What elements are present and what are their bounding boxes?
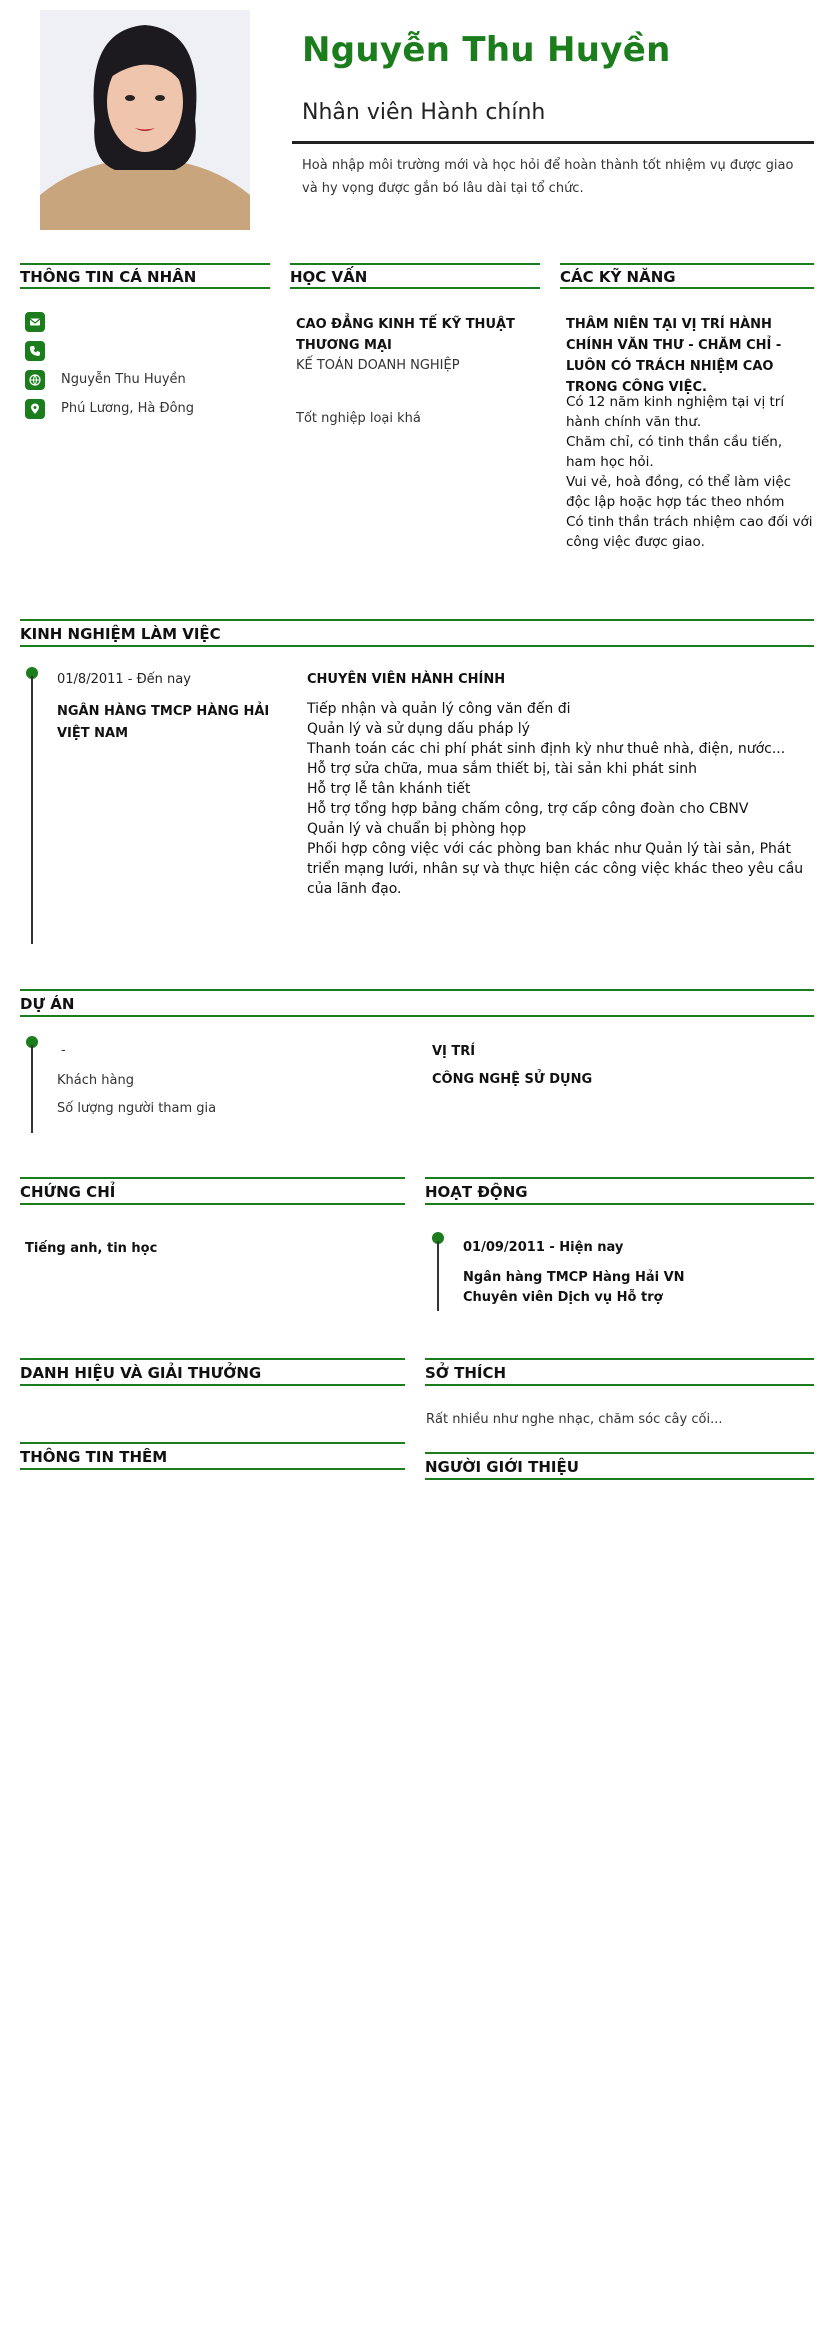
section-title: NGƯỜI GIỚI THIỆU xyxy=(425,1458,579,1476)
hobbies-text: Rất nhiều như nghe nhạc, chăm sóc cây cối... xyxy=(426,1412,723,1427)
section-title: DANH HIỆU VÀ GIẢI THƯỞNG xyxy=(20,1364,262,1382)
job-title: Nhân viên Hành chính xyxy=(302,100,546,125)
skills-heading: THÂM NIÊN TẠI VỊ TRÍ HÀNH CHÍNH VĂN THƯ - CHĂM CHỈ - LUÔN CÓ TRÁCH NHIỆM CAO TRONG CÔNG VIỆC. xyxy=(566,317,782,395)
experience-task: Hỗ trợ tổng hợp bảng chấm công, trợ cấp công đoàn cho CBNV xyxy=(307,801,749,817)
experience-task: Quản lý và sử dụng dấu pháp lý xyxy=(307,721,530,737)
project-date: - xyxy=(61,1043,66,1058)
section-education xyxy=(290,263,540,289)
section-title: THÔNG TIN CÁ NHÂN xyxy=(20,268,197,286)
email-icon xyxy=(25,312,45,332)
section-hobbies xyxy=(425,1358,814,1386)
section-additional-info xyxy=(20,1442,405,1470)
education-note: Tốt nghiệp loại khá xyxy=(296,411,421,426)
experience-task: Quản lý và chuẩn bị phòng họp xyxy=(307,821,527,837)
experience-task: Hỗ trợ lễ tân khánh tiết xyxy=(307,781,471,797)
activity-organization: Ngân hàng TMCP Hàng Hải VN xyxy=(463,1270,685,1285)
experience-task: Thanh toán các chi phí phát sinh định kỳ như thuê nhà, điện, nước... xyxy=(307,741,786,757)
section-title: CÁC KỸ NĂNG xyxy=(560,268,676,286)
activity-role: Chuyên viên Dịch vụ Hỗ trợ xyxy=(463,1290,663,1305)
skill-line: Có tinh thần trách nhiệm cao đối với công việc được giao. xyxy=(566,514,813,550)
project-tech-label: CÔNG NGHỆ SỬ DỤNG xyxy=(432,1072,593,1087)
activity-date: 01/09/2011 - Hiện nay xyxy=(463,1240,624,1255)
project-members-label: Số lượng người tham gia xyxy=(57,1101,217,1116)
experience-position: CHUYÊN VIÊN HÀNH CHÍNH xyxy=(307,672,506,687)
project-client-label: Khách hàng xyxy=(57,1073,134,1088)
skill-line: Có 12 năm kinh nghiệm tại vị trí hành chính văn thư. xyxy=(566,394,785,430)
address-value: Phú Lương, Hà Đông xyxy=(61,401,195,416)
section-references xyxy=(425,1452,814,1480)
section-activities xyxy=(425,1177,814,1205)
section-title: CHỨNG CHỈ xyxy=(20,1183,116,1201)
section-experience xyxy=(20,619,814,647)
phone-icon xyxy=(25,341,45,361)
section-awards xyxy=(20,1358,405,1386)
experience-date: 01/8/2011 - Đến nay xyxy=(57,672,191,687)
section-title: KINH NGHIỆM LÀM VIỆC xyxy=(20,625,221,643)
skill-line: Vui vẻ, hoà đồng, có thể làm việc độc lập hoặc hợp tác theo nhóm xyxy=(566,474,792,510)
section-title: DỰ ÁN xyxy=(20,995,75,1013)
education-school: CAO ĐẲNG KINH TẾ KỸ THUẬT THƯƠNG MẠI xyxy=(296,317,515,353)
certificate-item: Tiếng anh, tin học xyxy=(25,1241,158,1256)
profile-photo xyxy=(40,10,250,230)
timeline-line xyxy=(437,1241,439,1311)
experience-task: Hỗ trợ sửa chữa, mua sắm thiết bị, tài sản khi phát sinh xyxy=(307,761,698,777)
education-major: KẾ TOÁN DOANH NGHIỆP xyxy=(296,358,460,373)
experience-task: Tiếp nhận và quản lý công văn đến đi xyxy=(307,701,571,717)
section-title: THÔNG TIN THÊM xyxy=(20,1448,168,1466)
section-title: HỌC VẤN xyxy=(290,268,368,286)
skill-line: Chăm chỉ, có tinh thần cầu tiến, ham học hỏi. xyxy=(566,434,783,470)
section-personal-info xyxy=(20,263,270,289)
website-value: Nguyễn Thu Huyền xyxy=(61,372,186,387)
section-projects xyxy=(20,989,814,1017)
section-title: SỞ THÍCH xyxy=(425,1364,507,1382)
location-icon xyxy=(25,399,45,419)
section-skills xyxy=(560,263,814,289)
project-role-label: VỊ TRÍ xyxy=(432,1044,476,1059)
career-objective: Hoà nhập môi trường mới và học hỏi để hoàn thành tốt nhiệm vụ được giao và hy vọng được gắn bó lâu dài tại tổ chức. xyxy=(302,158,794,196)
section-title: HOẠT ĐỘNG xyxy=(425,1183,528,1201)
candidate-name: Nguyễn Thu Huyền xyxy=(302,30,671,70)
title-divider xyxy=(292,141,814,144)
timeline-line xyxy=(31,676,33,944)
globe-icon xyxy=(25,370,45,390)
timeline-line xyxy=(31,1045,33,1133)
experience-company: NGÂN HÀNG TMCP HÀNG HẢI VIỆT NAM xyxy=(57,704,270,741)
experience-task: Phối hợp công việc với các phòng ban khác như Quản lý tài sản, Phát triển mạng lưới, nhân sự và thực hiện các công việc khác theo yêu cầu của lãnh đạo. xyxy=(307,841,804,897)
section-certificates xyxy=(20,1177,405,1205)
